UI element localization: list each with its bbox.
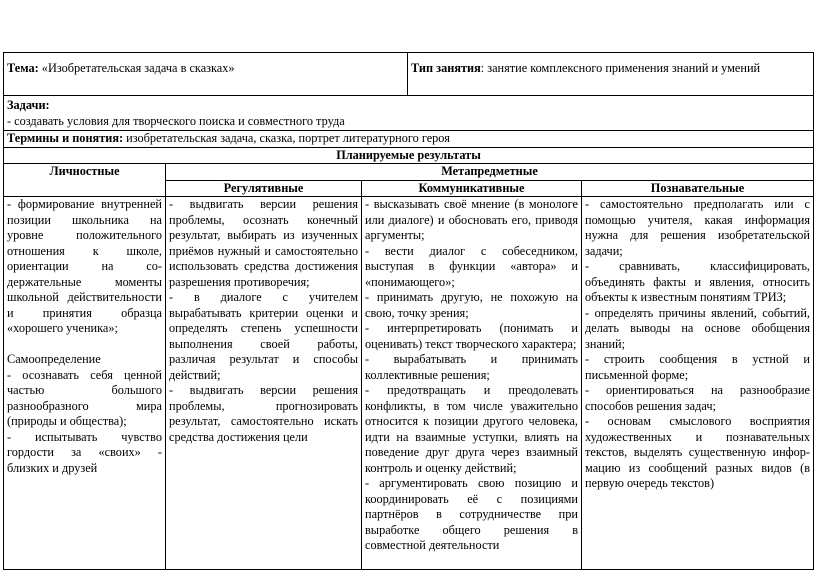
regulatory-cell <box>166 197 362 570</box>
results-title: Планируемые результаты <box>4 147 814 164</box>
tasks-label: Задачи: <box>7 98 50 112</box>
terms-value: изобретательская задача, сказка, портрет литературного героя <box>123 131 450 145</box>
topic-cell <box>4 53 408 96</box>
cognitive-item: - определять причины явлений, событий, делать выводы на основе обобщения знаний; <box>585 305 811 351</box>
tasks-cell <box>4 96 814 131</box>
meta-header: Метапредметные <box>166 164 814 181</box>
topic-value: «Изобретательская задача в сказках» <box>38 61 235 75</box>
lesson-type-value: : занятие комплексного применения знаний и умений <box>480 61 761 75</box>
terms-cell <box>4 131 814 148</box>
topic-row <box>4 53 814 96</box>
cognitive-item: - ориентироваться на разнообразие способов решения задач; <box>585 383 811 413</box>
self-determination-heading: Самоопределение <box>7 352 101 366</box>
personal-cell <box>4 197 166 570</box>
cognitive-item: - самостоятельно предполагать или с помощью учителя, какая информация нужна для решения изобретательской задачи; <box>585 197 811 258</box>
personal-sub-item: - испытывать чувство гордости за «своих» - близких и друзей <box>7 429 162 475</box>
regulatory-item: - в диалоге с учителем вырабатывать критерии оценки и определять степень успешности выполнения своей работы, различая результат и способы действий; <box>169 290 358 382</box>
regulatory-header: Регулятивные <box>166 180 362 197</box>
communicative-item: - предотвращать и преодолевать конфликты, в том числе уважительно относится к позиции другого человека, идти на взаимные уступки, влиять на поведение друг друга через взаимный контроль и оценку действий; <box>365 383 578 475</box>
regulatory-item: - выдвигать версии решения проблемы, прогнозировать результат, самостоятельно искать средства достижения цели <box>169 383 358 444</box>
cognitive-item: - строить сообщения в устной и письменной форме; <box>585 352 811 382</box>
tasks-row <box>4 96 814 131</box>
communicative-item: - аргументировать свою позицию и координировать её с позициями партнёров в сотрудничестве при выработке общего решения в совместной деятельности <box>365 476 578 552</box>
lesson-type-label: Тип занятия <box>411 61 481 75</box>
communicative-cell <box>362 197 582 570</box>
personal-sub-item: - осознавать себя ценной частью большого разнообразного мира (природы и общества); <box>7 367 162 428</box>
regulatory-item: - выдвигать версии решения проблемы, осознать конечный результат, выбирать из изученных приёмов нужный и самостоятельно использовать средства достижения разрешения противоречия; <box>169 197 358 289</box>
results-header-row <box>4 164 814 181</box>
cognitive-cell <box>582 197 814 570</box>
communicative-item: - вести диалог с собеседником, выступая в функции «автора» и «понимающего»; <box>365 243 578 289</box>
terms-label: Термины и понятия: <box>7 131 124 145</box>
cognitive-header: Познавательные <box>582 180 814 197</box>
paragraph-gap <box>7 337 162 353</box>
communicative-item: - интерпретировать (понимать и оценивать) текст творческого характера; <box>365 321 578 351</box>
cognitive-item: - сравнивать, классифицировать, объединять факты и явления, относить объекты к известным понятиям ТРИЗ; <box>585 259 811 304</box>
personal-item: - формирование внутренней позиции школьника на уровне положительного отношения к школе, ориентации на со-держательные моменты школьной действительности и принятия образца «хорошего ученика»; <box>7 197 162 335</box>
lesson-plan-table <box>3 52 814 570</box>
task-item: - создавать условия для творческого поиска и совместного труда <box>7 113 345 128</box>
results-body-row <box>4 197 814 570</box>
lesson-type-cell <box>408 53 814 96</box>
personal-header: Личностные <box>4 164 166 197</box>
lesson-plan-document <box>3 52 813 557</box>
communicative-item: - принимать другую, не похожую на свою, точку зрения; <box>365 290 578 320</box>
communicative-item: - вырабатывать и принимать коллективные решения; <box>365 352 578 382</box>
cognitive-item: - основам смыслового восприятия художественных и познавательных текстов, выделять существенную инфор-мацию из сообщений разных видов (в первую очередь текстов) <box>585 414 811 490</box>
topic-label: Тема: <box>7 61 39 75</box>
communicative-header: Коммуникативные <box>362 180 582 197</box>
terms-row <box>4 131 814 148</box>
communicative-item: - высказывать своё мнение (в монологе или диалоге) и обосновать его, приводя аргументы; <box>365 197 578 242</box>
results-title-row <box>4 147 814 164</box>
